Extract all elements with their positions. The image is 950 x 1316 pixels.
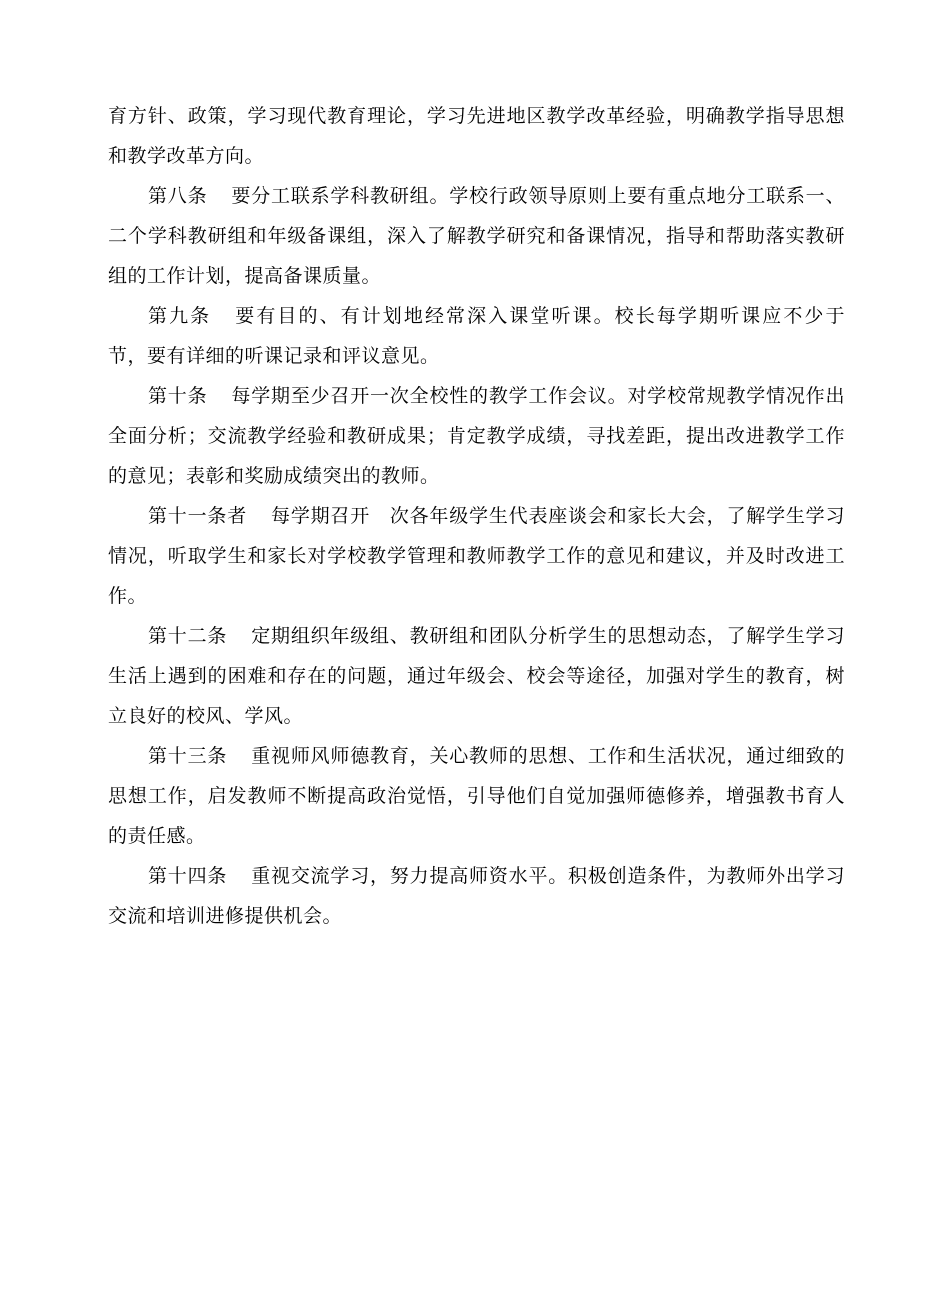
article-number: 第九条 [148,305,212,327]
article-text: 每学期召开 次各年级学生代表座谈会和家长大会，了解学生学习情况，听取学生和家长对学校教学管理和教师教学工作的意见和建议，并及时改进工作。 [108,505,845,607]
article-10 [108,376,845,496]
paragraph-continuation [108,96,845,176]
article-9 [108,296,884,376]
article-11 [108,496,845,616]
article-number: 第十一条者 [148,505,248,527]
document-page [108,96,884,936]
article-text: 要分工联系学科教研组。学校行政领导原则上要有重点地分工联系一、二个学科教研组和年级备课组，深入了解教学研究和备课情况，指导和帮助落实教研组的工作计划，提高备课质量。 [108,185,845,287]
article-text: 重视交流学习，努力提高师资水平。积极创造条件，为教师外出学习交流和培训进修提供机会。 [108,865,845,927]
article-text: 要有目的、有计划地经常深入课堂听课。校长每学期听课应不少于 节，要有详细的听课记录和评议意见。 [108,305,884,367]
article-text: 每学期至少召开一次全校性的教学工作会议。对学校常规教学情况作出全面分析；交流教学经验和教研成果；肯定教学成绩，寻找差距，提出改进教学工作的意见；表彰和奖励成绩突出的教师。 [108,385,845,487]
article-14 [108,856,845,936]
article-number: 第十三条 [148,745,228,767]
article-number: 第十二条 [148,625,228,647]
article-number: 第十四条 [148,865,228,887]
article-12 [108,616,845,736]
article-text: 重视师风师德教育，关心教师的思想、工作和生活状况，通过细致的思想工作，启发教师不断提高政治觉悟，引导他们自觉加强师德修养，增强教书育人的责任感。 [108,745,845,847]
article-8 [108,176,845,296]
article-13 [108,736,845,856]
paragraph-text: 育方针、政策，学习现代教育理论，学习先进地区教学改革经验，明确教学指导思想和教学改革方向。 [108,105,845,167]
article-number: 第十条 [148,385,208,407]
article-text: 定期组织年级组、教研组和团队分析学生的思想动态，了解学生学习生活上遇到的困难和存在的问题，通过年级会、校会等途径，加强对学生的教育，树立良好的校风、学风。 [108,625,845,727]
article-number: 第八条 [148,185,208,207]
